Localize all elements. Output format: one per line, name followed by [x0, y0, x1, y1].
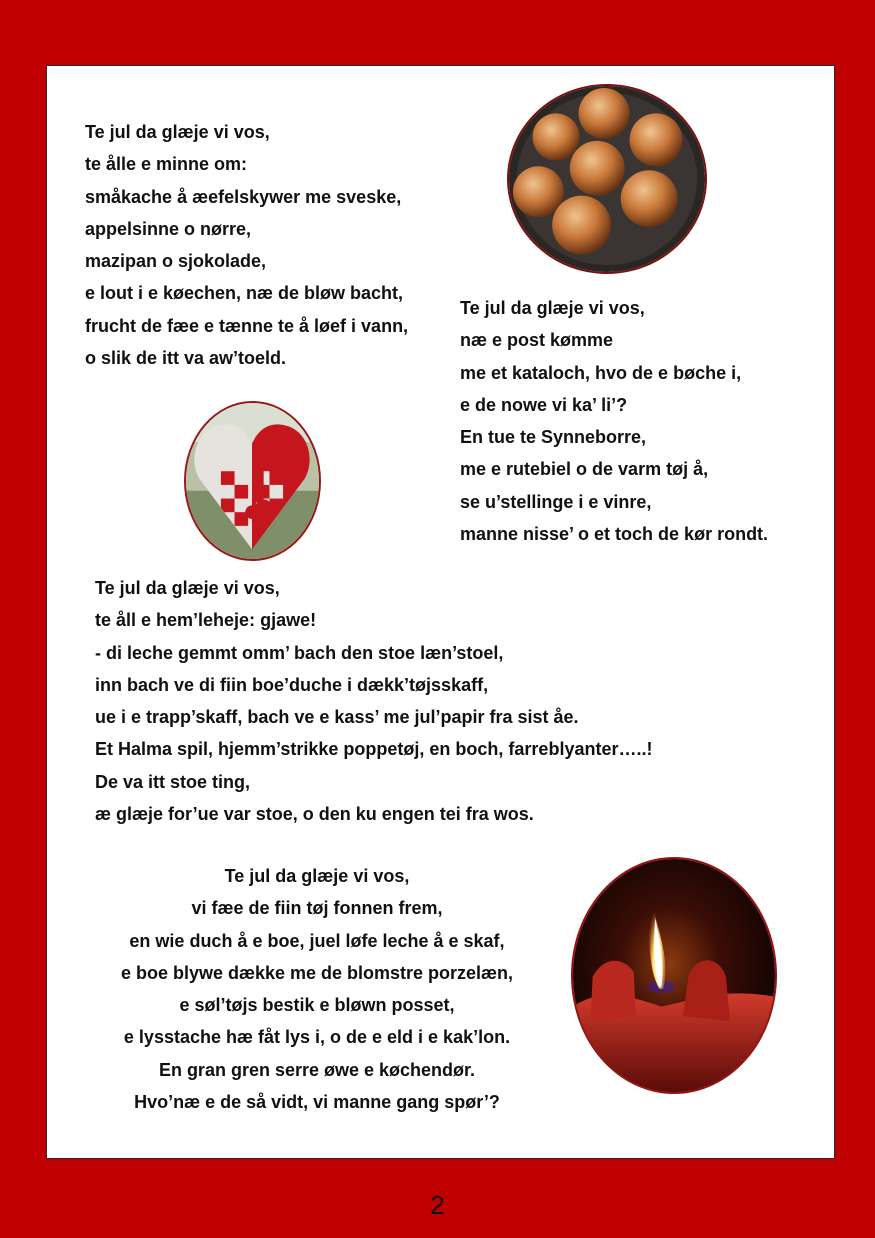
- verse-line: vi fæe de fiin tøj fonnen frem,: [191, 898, 443, 919]
- verse-line: ue i e trapp’skaff, bach ve e kass’ me jul’papir fra sist åe.: [95, 707, 579, 728]
- stanza-2: [460, 292, 768, 550]
- verse-line: o slik de itt va aw’toeld.: [85, 348, 287, 369]
- stanza-3: [95, 572, 652, 830]
- verse-line: manne nisse’ o et toch de kør rondt.: [460, 524, 769, 545]
- verse-line: En tue te Synneborre,: [460, 427, 647, 448]
- verse-line: Hvo’næ e de så vidt, vi manne gang spør’?: [134, 1092, 500, 1113]
- woven-heart-photo: [184, 401, 321, 561]
- verse-line: småkache å æefelskywer me sveske,: [85, 186, 402, 207]
- verse-line: te ålle e minne om:: [85, 154, 248, 175]
- verse-line: appelsinne o nørre,: [85, 218, 252, 239]
- verse-line: frucht de fæe e tænne te å løef i vann,: [85, 315, 409, 336]
- verse-line: Te jul da glæje vi vos,: [85, 122, 270, 142]
- aebleskiver-pan-photo: [507, 84, 707, 274]
- verse-line: e de nowe vi ka’ li’?: [460, 394, 628, 415]
- page-number: 2: [430, 1190, 445, 1220]
- stanza-4: [101, 860, 533, 1118]
- document-page: [46, 65, 835, 1159]
- verse-line: En gran gren serre øwe e køchendør.: [158, 1059, 476, 1080]
- verse-line: e lysstache hæ fåt lys i, o de e eld i e kak’lon.: [123, 1027, 511, 1048]
- verse-line: Te jul da glæje vi vos,: [95, 578, 280, 598]
- verse-line: e søl’tøjs bestik e bløwn posset,: [179, 995, 455, 1016]
- verse-line: mazipan o sjokolade,: [85, 251, 267, 272]
- verse-line: De va itt stoe ting,: [95, 771, 251, 792]
- verse-line: e lout i e køechen, næ de bløw bacht,: [85, 283, 404, 304]
- verse-line: næ e post kømme: [460, 330, 614, 351]
- verse-line: Te jul da glæje vi vos,: [460, 298, 645, 318]
- verse-line: Te jul da glæje vi vos,: [224, 866, 410, 886]
- verse-line: te åll e hem’leheje: gjawe!: [95, 610, 317, 631]
- verse-line: se u’stellinge i e vinre,: [460, 491, 652, 512]
- verse-line: inn bach ve di fiin boe’duche i dækk’tøjsskaff,: [95, 674, 489, 695]
- verse-line: Et Halma spil, hjemm’strikke poppetøj, en boch, farreblyanter…..!: [95, 739, 653, 760]
- stanza-1: [85, 116, 408, 374]
- verse-line: æ glæje for’ue var stoe, o den ku engen tei fra wos.: [95, 804, 534, 825]
- verse-line: me e rutebiel o de varm tøj å,: [460, 459, 709, 480]
- verse-line: me et kataloch, hvo de e bøche i,: [460, 362, 742, 383]
- verse-line: e boe blywe dække me de blomstre porzelæn,: [120, 962, 514, 983]
- candle-flame-photo: [571, 857, 777, 1094]
- verse-line: en wie duch å e boe, juel løfe leche å e skaf,: [129, 930, 505, 951]
- verse-line: - di leche gemmt omm’ bach den stoe læn’stoel,: [95, 642, 504, 663]
